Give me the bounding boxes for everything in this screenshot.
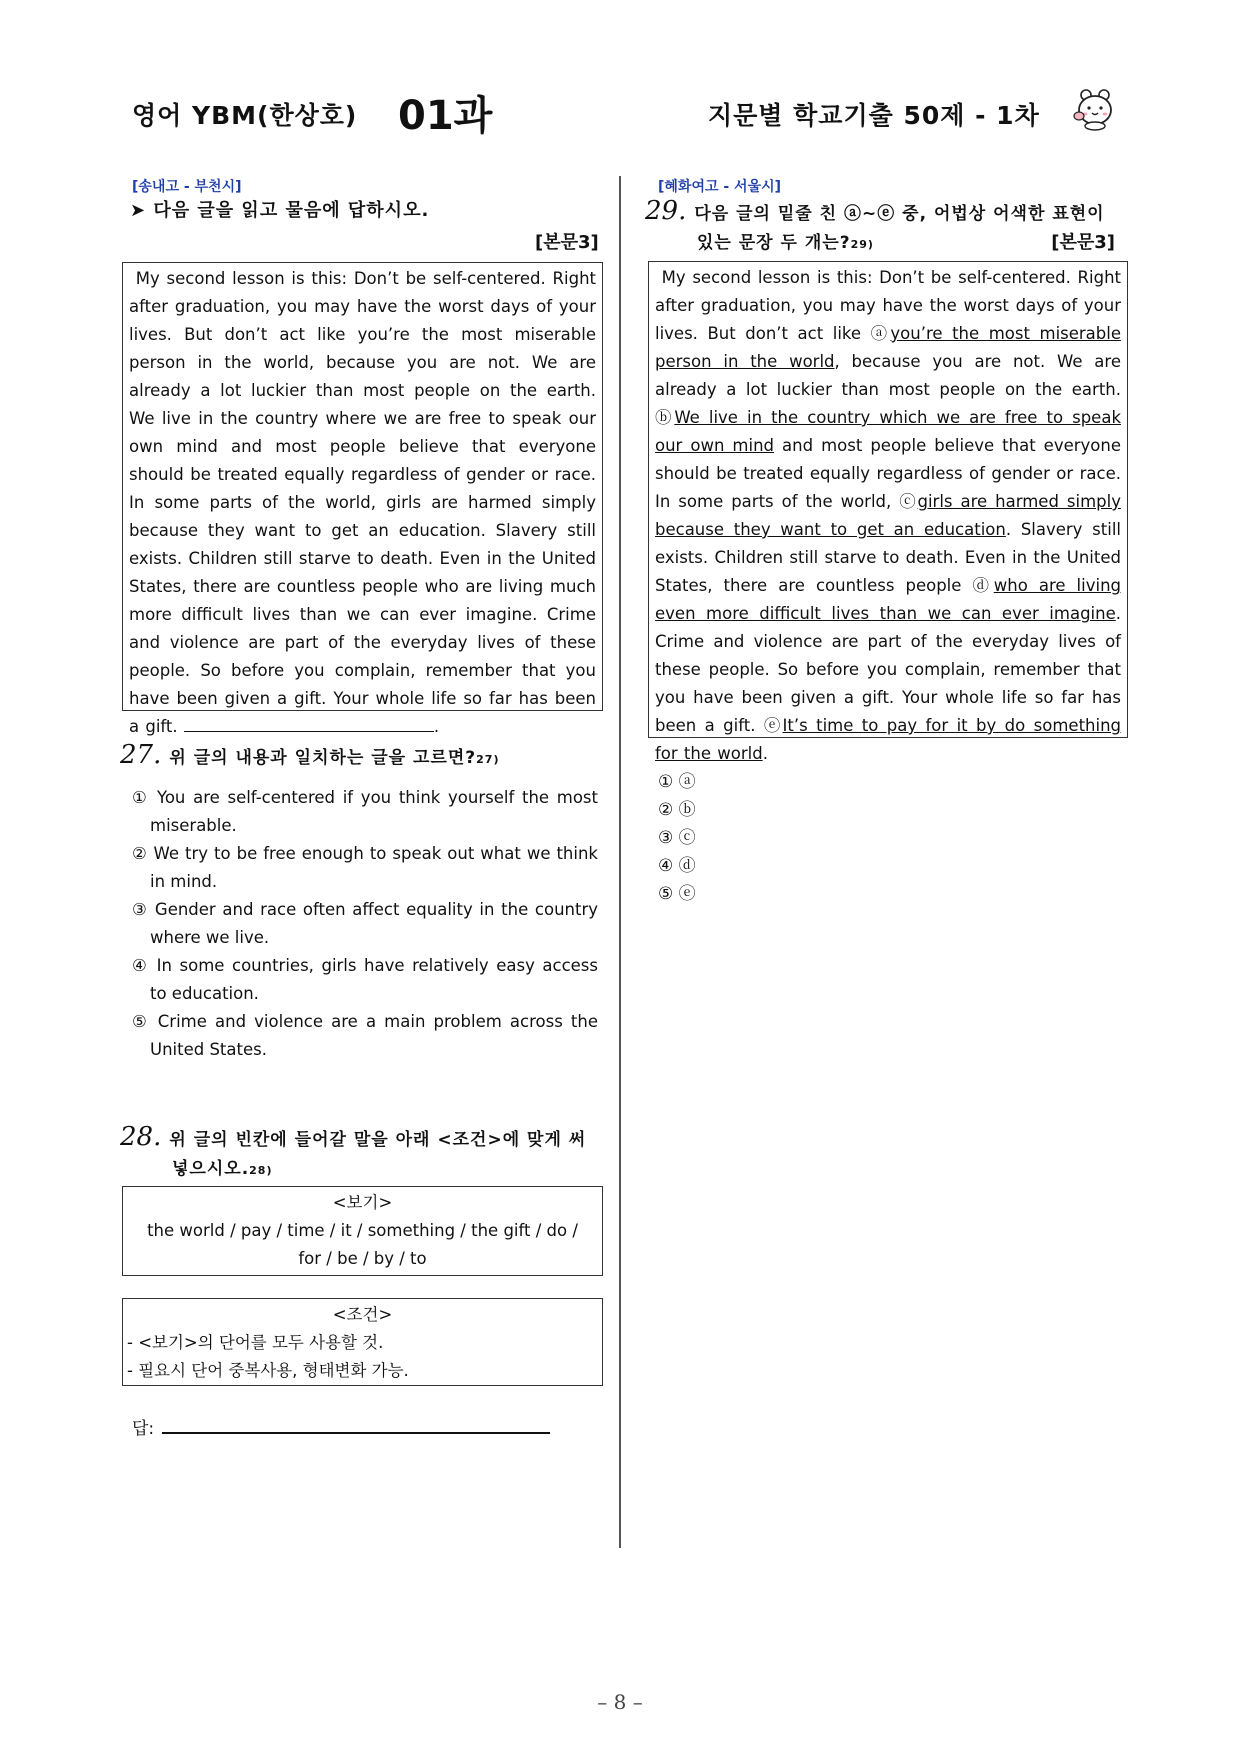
subject-label: 영어 YBM(한상호) bbox=[132, 101, 358, 130]
question-number: 28. bbox=[120, 1122, 162, 1152]
footnote-ref: 29) bbox=[850, 238, 874, 251]
choice-3[interactable]: ③ ⓒ bbox=[658, 828, 696, 848]
bear-mascot-icon bbox=[1072, 86, 1118, 132]
instruction: ➤ 다음 글을 읽고 물음에 답하시오. bbox=[130, 200, 430, 221]
question-number: 27. bbox=[120, 740, 162, 770]
choice-4[interactable]: ④ ⓓ bbox=[658, 856, 696, 876]
condition-1: - <보기>의 단어를 모두 사용할 것. bbox=[127, 1333, 384, 1352]
option-3[interactable]: ③ Gender and race often affect equality in the country where we live. bbox=[132, 900, 598, 947]
underlined-a: you’re the most miserable person in the world bbox=[655, 324, 1122, 371]
source-label-left: [송내고 - 부천시] bbox=[132, 179, 242, 195]
passage-segment-6: . bbox=[762, 744, 768, 763]
question-text-line1: 위 글의 빈칸에 들어갈 말을 아래 <조건>에 맞게 써 bbox=[169, 1130, 587, 1150]
question-text-line2: 있는 문장 두 개는? bbox=[697, 233, 851, 253]
section-tag-left: [본문3] bbox=[535, 232, 599, 253]
option-5[interactable]: ⑤ Crime and violence are a main problem across the United States. bbox=[132, 1012, 598, 1059]
lesson-number: 01과 bbox=[398, 93, 493, 139]
question-text-line2: 넣으시오. bbox=[172, 1159, 250, 1179]
bogi-words-line2: for / be / by / to bbox=[298, 1249, 427, 1268]
passage-segment-5: . Crime and violence are part of the everyday lives of these people. So before you complain, remember that you have been given a gift. Your whole life so far has been a gift. bbox=[655, 604, 1121, 735]
marker-d: ⓓ bbox=[972, 576, 994, 595]
marker-c: ⓒ bbox=[899, 492, 918, 511]
underlined-e: It’s time to pay for it by do something for the world bbox=[655, 716, 1122, 763]
answer-label: 답: bbox=[132, 1419, 155, 1439]
option-2[interactable]: ② We try to be free enough to speak out what we think in mind. bbox=[132, 844, 598, 891]
passage-text: My second lesson is this: Don’t be self-centered. Right after graduation, you may have the worst days of your lives. But don’t act like you’re the most miserable person in the world, because you are not. We are already a lot luckier than most people on the earth. We live in the country where we are free to speak our own mind and most people believe that everyone should be treated equally regardless of gender or race. In some parts of the world, girls are harmed simply because they want to get an education. Slavery still exists. Children still starve to death. Even in the United States, there are countless people who are living much more difficult lives than we can ever imagine. Crime and violence are part of the everyday lives of these people. So before you complain, remember that you have been given a gift. Your whole life so far has been a gift. bbox=[129, 269, 596, 736]
question-number: 29. bbox=[645, 196, 687, 226]
question-text: 위 글의 내용과 일치하는 글을 고르면? bbox=[169, 748, 477, 768]
passage-segment-3: and most people believe that everyone should be treated equally regardless of gender or race. In some parts of the world, bbox=[655, 436, 1121, 511]
answer-row bbox=[132, 1414, 550, 1439]
marker-e: ⓔ bbox=[763, 716, 783, 735]
choice-1[interactable]: ① ⓐ bbox=[658, 772, 696, 792]
option-1[interactable]: ① You are self-centered if you think yourself the most miserable. bbox=[132, 788, 598, 835]
choice-2[interactable]: ② ⓑ bbox=[658, 800, 696, 820]
document-title: 지문별 학교기출 50제 - 1차 bbox=[708, 101, 1040, 130]
question-29-choices bbox=[658, 768, 696, 908]
marker-a: ⓐ bbox=[870, 324, 891, 343]
answer-line[interactable] bbox=[162, 1418, 550, 1434]
underlined-c: girls are harmed simply because they want to get an education bbox=[655, 492, 1121, 539]
bogi-title: <보기> bbox=[332, 1193, 393, 1212]
passage-segment-4: . Slavery still exists. Children still starve to death. Even in the United States, there are countless people bbox=[655, 520, 1121, 595]
passage-right bbox=[648, 261, 1128, 763]
underlined-b: We live in the country which we are free to speak our own mind bbox=[655, 408, 1121, 455]
condition-title: <조건> bbox=[332, 1305, 393, 1324]
question-text-line1: 다음 글의 밑줄 친 ⓐ~ⓔ 중, 어법상 어색한 표현이 bbox=[694, 204, 1105, 224]
question-28-header bbox=[120, 1122, 600, 1179]
bogi-words-line1: the world / pay / time / it / something / the gift / do / bbox=[147, 1221, 578, 1240]
option-4[interactable]: ④ In some countries, girls have relatively easy access to education. bbox=[132, 956, 598, 1003]
marker-b: ⓑ bbox=[655, 408, 675, 427]
passage-segment-1: My second lesson is this: Don’t be self-centered. Right after graduation, you may have the worst days of your lives. But don’t act like bbox=[655, 268, 1121, 343]
page-number: – 8 – bbox=[597, 1690, 643, 1714]
bogi-box bbox=[122, 1186, 603, 1276]
footnote-ref: 28) bbox=[249, 1164, 273, 1177]
question-27-options bbox=[132, 784, 598, 1064]
passage-left: My second lesson is this: Don’t be self-centered. Right after graduation, you may have the worst days of your lives. But don’t act like you’re the most miserable person in the world, because you are not. We are already a lot luckier than most people on the earth. We live in the country where we are free to speak our own mind and most people believe that everyone should be treated equally regardless of gender or race. In some parts of the world, girls are harmed simply because they want to get an education. Slavery still exists. Children still starve to death. Even in the United States, there are countless people who are living much more difficult lives than we can ever imagine. Crime and violence are part of the everyday lives of these people. So before you complain, remember that you have been given a gift. Your whole life so far has been a gift. . bbox=[122, 262, 603, 711]
question-27-header bbox=[120, 740, 500, 770]
passage-segment-2: , because you are not. We are already a lot luckier than most people on the earth. bbox=[655, 352, 1121, 399]
condition-box bbox=[122, 1298, 603, 1386]
choice-5[interactable]: ⑤ ⓔ bbox=[658, 884, 696, 904]
footnote-ref: 27) bbox=[476, 753, 500, 766]
source-label-right: [혜화여고 - 서울시] bbox=[658, 179, 782, 195]
section-tag-right: [본문3] bbox=[1051, 232, 1115, 253]
underlined-d: who are living even more difficult lives than we can ever imagine bbox=[655, 576, 1122, 623]
answer-blank bbox=[184, 715, 434, 732]
column-divider bbox=[619, 176, 621, 1548]
condition-2: - 필요시 단어 중복사용, 형태변화 가능. bbox=[127, 1361, 409, 1380]
question-29-header bbox=[645, 196, 1125, 253]
